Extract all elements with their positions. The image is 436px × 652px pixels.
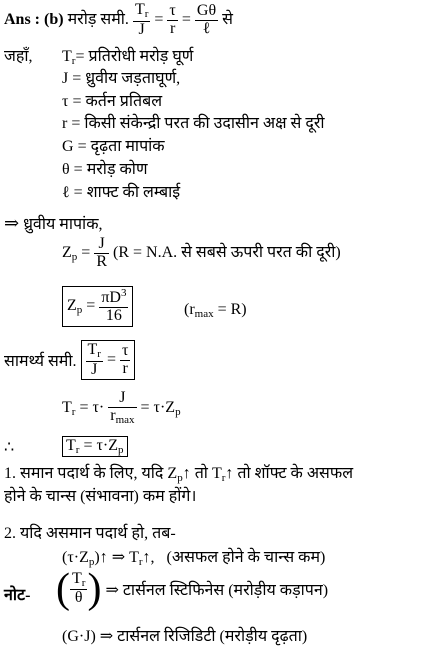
point-1-line2: होने के चान्स (संभावना) कम होंगे।	[4, 488, 197, 505]
polar-modulus-label: ध्रुवीय मापांक,	[23, 216, 103, 233]
answer-suffix: से	[222, 10, 233, 28]
def-row-r: r = किसी संकेन्द्री परत की उदासीन अक्ष से दूरी	[62, 115, 325, 132]
zp-note: (R = N.A. से सबसे ऊपरी परत की दूरी)	[112, 243, 341, 261]
rmax-note: $(r_{max} = R)$	[184, 301, 247, 320]
def-row-g: G = दृढ़ता मापांक	[62, 138, 165, 155]
tr-derivation: $T_r = \tau\cdot$ $\frac{J}{r_{max}}$ = $\tau\cdot Z_p$	[62, 389, 181, 426]
zp-formula-frac: $\frac{\pi D^3}{16}$	[101, 287, 127, 324]
answer-text: मरोड़ समी.	[67, 10, 129, 28]
strength-label: सामर्थ्य समी.	[4, 353, 77, 371]
implies-arrow-icon: ⇒	[4, 213, 20, 233]
tr-result-box: $T_r = \tau\cdot Z_p$	[62, 436, 128, 457]
point-2: 2. यदि असमान पदार्थ हो, तब-	[4, 525, 176, 542]
def-row-tr: $T_r=$ प्रतिरोधी मरोड़ घूर्ण	[62, 48, 194, 67]
strength-eq	[4, 340, 135, 380]
def-row-l: ℓ = शाफ्ट की लम्बाई	[62, 184, 181, 201]
note-line2: (G·J) ⇒ टार्सनल रिजिडिटी (मरोड़ीय दृढ़ता)	[62, 628, 308, 645]
zp-formula-box: $Z_p$ = $\frac{\pi D^3}{16}$	[62, 286, 133, 327]
strength-eq-box: $\frac{T_r}{J}$ = $\frac{\tau}{r}$	[81, 340, 136, 380]
zp-frac: $\frac{J}{R}$	[96, 235, 107, 270]
torsion-eq-frac2: $\frac{\tau}{r}$	[169, 1, 176, 37]
def-text: = ध्रुवीय जड़ताघूर्ण,	[72, 70, 181, 87]
def-row-theta: θ = मरोड़ कोण	[62, 161, 148, 178]
note-label: नोट-	[4, 587, 31, 604]
note-stiffness: ⇒ टार्सनल स्टिफिनेस (मरोड़ीय कड़ापन)	[105, 582, 329, 599]
def-text: = कर्तन प्रतिबल	[72, 93, 163, 110]
def-text: = मरोड़ कोण	[73, 161, 148, 178]
def-text: = प्रतिरोधी मरोड़ घूर्ण	[75, 48, 194, 65]
def-text: = किसी संकेन्द्री परत की उदासीन अक्ष से दूरी	[71, 115, 325, 132]
therefore-symbol: ∴	[4, 439, 15, 456]
fail-note: (असफल होने के चान्स कम)	[166, 549, 326, 566]
where-label: जहाँ,	[4, 48, 33, 65]
point-1-line1: 1. समान पदार्थ के लिए, यदि $Z_p↑$ तो $T_r↑$ तो शॉफ्ट के असफल	[4, 465, 354, 484]
def-row-j: J = ध्रुवीय जड़ताघूर्ण,	[62, 70, 181, 87]
note-line1: ( $\frac{T_r}{\theta}$ ) ⇒ टार्सनल स्टिफिनेस (मरोड़ीय कड़ापन)	[56, 566, 329, 612]
answer-line: Ans : (b) मरोड़ समी. $\frac{T_r}{J}$ = $\frac{\tau}{r}$ = $\frac{G\theta}{\text{ℓ}}$ से	[4, 1, 233, 38]
torsion-eq-frac3: $\frac{G\theta}{\text{ℓ}}$	[196, 1, 217, 37]
def-text: = दृढ़ता मापांक	[77, 138, 165, 155]
def-text: = शाफ्ट की लम्बाई	[73, 184, 181, 201]
point-2-eq: $(\tau\cdot Z_p)↑$ ⇒ $T_r↑$, (असफल होने के चान्स कम)	[62, 549, 326, 568]
zp-equation: $Z_p$ = $\frac{J}{R}$ (R = N.A. से सबसे ऊपरी परत की दूरी)	[62, 235, 341, 270]
torsion-eq-frac1: $\frac{T_r}{J}$	[134, 1, 149, 38]
answer-option: (b)	[44, 10, 64, 28]
answer-label: Ans :	[4, 10, 41, 28]
note-rigidity: ⇒ टार्सनल रिजिडिटी (मरोड़ीय दृढ़ता)	[99, 628, 308, 645]
polar-modulus-heading	[4, 212, 103, 234]
def-row-tau: τ = कर्तन प्रतिबल	[62, 93, 163, 110]
